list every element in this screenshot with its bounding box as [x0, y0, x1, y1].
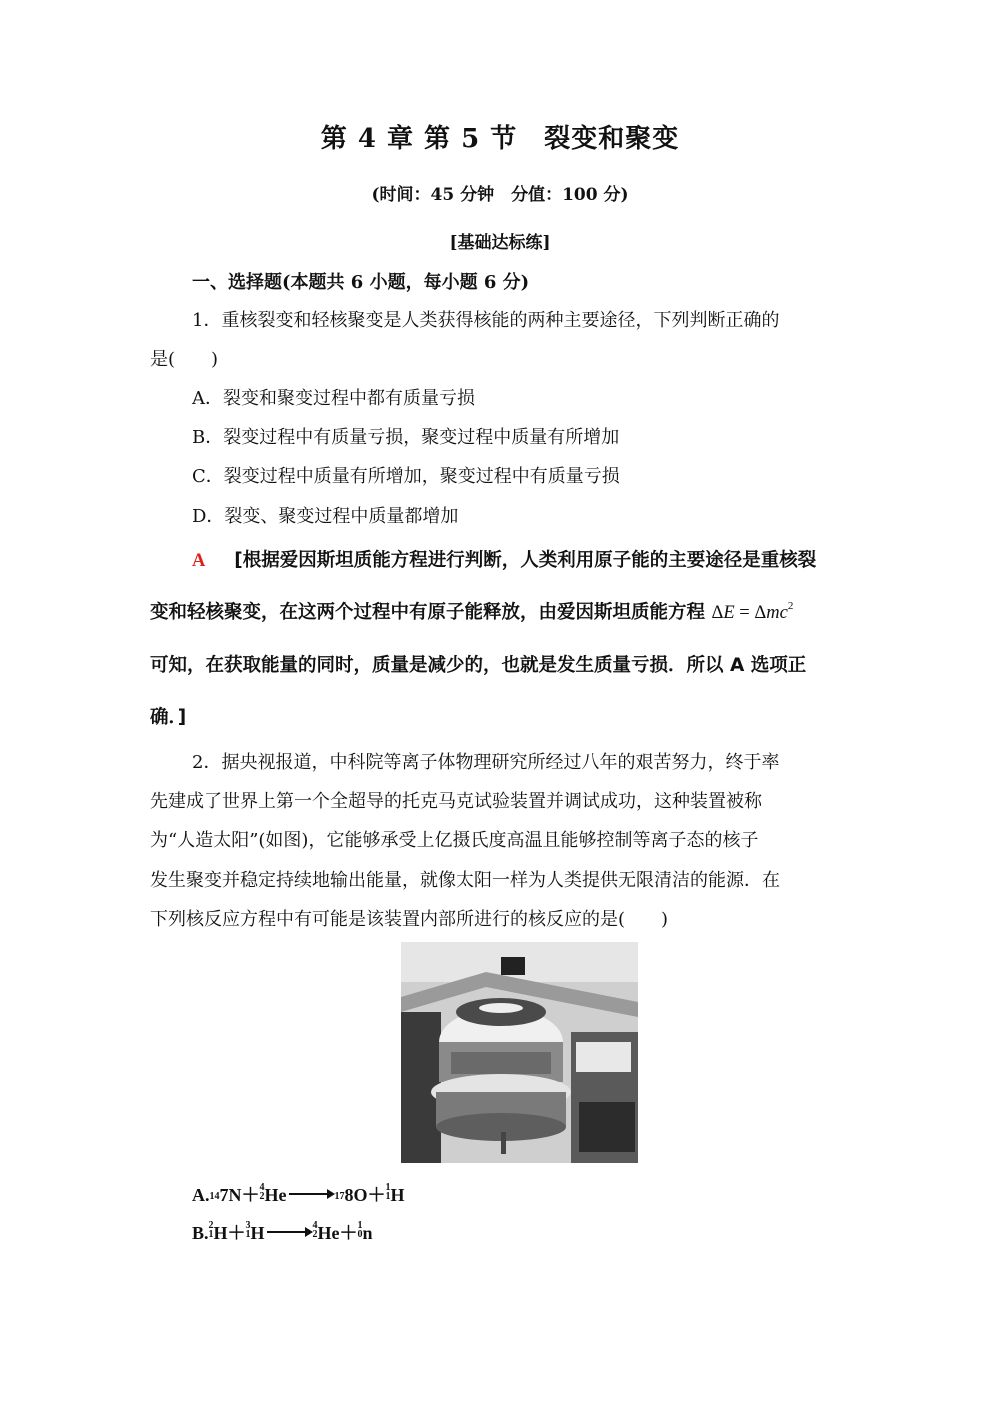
explanation-text: 变和轻核聚变，在这两个过程中有原子能释放，由爱因斯坦质能方程	[150, 602, 712, 623]
q2-stem-line1: 2．据央视报道，中科院等离子体物理研究所经过八年的艰苦努力，终于率	[192, 752, 780, 773]
explanation-text: [根据爱因斯坦质能方程进行判断，人类利用原子能的主要途径是重核裂	[234, 550, 817, 571]
q2-stem-line3: 为“人造太阳”(如图)，它能够承受上亿摄氏度高温且能够控制等离子态的核子	[150, 830, 759, 851]
q2-stem-line5: 下列核反应方程中有可能是该装置内部所进行的核反应的是( )	[150, 909, 669, 930]
q1-explanation-line1	[192, 546, 816, 572]
q1-option-c: C．裂变过程中质量有所增加，聚变过程中有质量亏损	[192, 466, 620, 487]
q1-stem-line2: 是( )	[150, 349, 219, 370]
q1-explanation-line4: 确．]	[150, 707, 187, 728]
time-score-info: (时间：45 分钟 分值：100 分)	[371, 185, 629, 205]
nitrogen-14: 14	[209, 1191, 220, 1202]
q2-stem-line2: 先建成了世界上第一个全超导的托克马克试验装置并调试成功，这种装置被称	[150, 791, 762, 812]
mass-energy-equation: ΔE = Δmc$^2$	[711, 600, 794, 623]
tokamak-photo	[401, 942, 638, 1163]
q1-option-d: D．裂变、聚变过程中质量都增加	[192, 506, 459, 527]
q1-stem-line1: 1．重核裂变和轻核聚变是人类获得核能的两种主要途径，下列判断正确的	[192, 310, 780, 331]
page-title: 第 4 章 第 5 节 裂变和聚变	[320, 124, 680, 154]
q1-explanation-line3: 可知，在获取能量的同时，质量是减少的，也就是发生质量亏损．所以 A 选项正	[150, 655, 807, 676]
q1-option-b: B．裂变过程中有质量亏损，聚变过程中质量有所增加	[192, 427, 620, 448]
q1-option-a: A．裂变和聚变过程中都有质量亏损	[192, 388, 475, 409]
q2-option-a: A. 14 7N＋ 4 2 He 17 8O＋ 1 1 H	[192, 1182, 405, 1205]
answer-letter: A	[192, 551, 206, 571]
q2-option-b: B. 2 1 H＋ 3 1 H 4 2 He＋ 1 0 n	[192, 1220, 373, 1243]
reaction-arrow-icon	[289, 1193, 333, 1195]
tokamak-image	[401, 942, 638, 1163]
q1-explanation-line2	[150, 598, 793, 624]
q2-stem-line4: 发生聚变并稳定持续地输出能量，就像太阳一样为人类提供无限清洁的能源．在	[150, 870, 780, 891]
section-heading: 一、选择题(本题共 6 小题，每小题 6 分)	[192, 272, 530, 293]
section-tag: [基础达标练]	[449, 233, 551, 253]
reaction-arrow-icon	[267, 1231, 311, 1233]
